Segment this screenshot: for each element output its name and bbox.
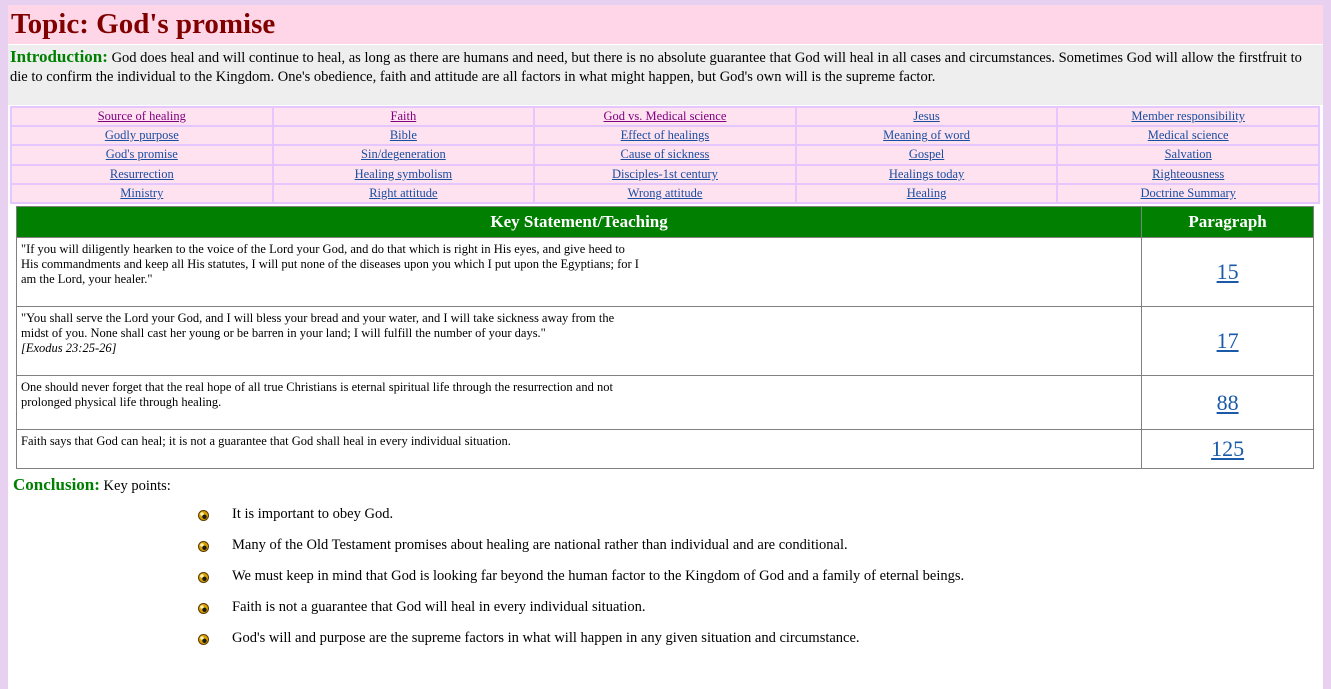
- nav-link-bible[interactable]: Bible: [389, 128, 417, 143]
- nav-link-doctrine-summary[interactable]: Doctrine Summary: [1140, 185, 1236, 200]
- nav-cell: [797, 185, 1057, 202]
- paragraph-link[interactable]: 125: [1211, 436, 1245, 461]
- key-point-text: God's will and purpose are the supreme factors in what will happen in any given situation and circumstance.: [232, 630, 860, 646]
- nav-link-meaning-of-word[interactable]: Meaning of word: [883, 128, 970, 143]
- nav-cell: [1058, 127, 1318, 144]
- nav-cell: [1058, 166, 1318, 183]
- nav-cell: [1058, 108, 1318, 125]
- paragraph-cell: [1142, 238, 1314, 307]
- nav-cell: [1058, 185, 1318, 202]
- nav-row: [12, 146, 1318, 163]
- nav-link-ministry[interactable]: Ministry: [120, 185, 164, 200]
- paragraph-link[interactable]: 17: [1216, 328, 1239, 353]
- nav-cell: [12, 146, 272, 163]
- nav-cell: [274, 108, 534, 125]
- bullet-icon: [198, 632, 209, 643]
- nav-cell: [535, 127, 795, 144]
- nav-link-member-responsibility[interactable]: Member responsibility: [1131, 109, 1245, 124]
- nav-row: [12, 185, 1318, 202]
- nav-cell: [274, 146, 534, 163]
- nav-cell: [797, 146, 1057, 163]
- statement-text-block: [21, 311, 641, 356]
- statement-cell: [17, 307, 1142, 376]
- nav-link-effect-of-healings[interactable]: Effect of healings: [620, 128, 710, 143]
- table-row: [17, 430, 1314, 469]
- paragraph-link[interactable]: 88: [1216, 389, 1239, 415]
- conclusion-heading: [13, 475, 171, 495]
- nav-link-healing-symbolism[interactable]: Healing symbolism: [354, 166, 453, 181]
- introduction-paragraph: [10, 47, 1305, 87]
- nav-cell: [274, 166, 534, 183]
- nav-link-salvation[interactable]: Salvation: [1164, 147, 1212, 162]
- nav-cell: [274, 127, 534, 144]
- table-header-row: [17, 207, 1314, 238]
- key-point-text: It is important to obey God.: [232, 506, 394, 522]
- nav-cell: [535, 108, 795, 125]
- nav-link-jesus[interactable]: Jesus: [913, 109, 940, 124]
- nav-row: [12, 127, 1318, 144]
- header-key-statement: Key Statement/Teaching: [17, 207, 1142, 238]
- nav-cell: [535, 185, 795, 202]
- statement-cell: [17, 238, 1142, 307]
- table-row: [17, 307, 1314, 376]
- paragraph-cell: [1142, 376, 1314, 430]
- nav-link-healings-today[interactable]: Healings today: [888, 166, 965, 181]
- nav-cell: [797, 166, 1057, 183]
- nav-link-gospel[interactable]: Gospel: [908, 147, 945, 162]
- nav-link-resurrection[interactable]: Resurrection: [109, 166, 174, 181]
- nav-link-sin-degeneration[interactable]: Sin/degeneration: [361, 147, 446, 162]
- key-statement-table: [16, 206, 1314, 469]
- paragraph-cell: [1142, 430, 1314, 469]
- conclusion-text: Key points:: [99, 478, 171, 494]
- nav-link-healing[interactable]: Healing: [906, 185, 947, 200]
- title-bar: [8, 5, 1323, 44]
- statement-text: "If you will diligently hearken to the voice of the Lord your God, and do that which is right in His eyes, and give heed to His commandments and keep all His statutes, I will put none of the diseases upon you which I put upon the Egyptians; for I am the Lord, your healer.": [21, 242, 639, 286]
- nav-cell: [535, 166, 795, 183]
- table-row: [17, 376, 1314, 430]
- nav-cell: [797, 108, 1057, 125]
- nav-link-righteousness[interactable]: Righteousness: [1152, 166, 1225, 181]
- nav-link-disciples-1st-century[interactable]: Disciples-1st century: [612, 166, 718, 181]
- bullet-icon: [198, 601, 209, 612]
- nav-cell: [274, 185, 534, 202]
- nav-cell: [1058, 146, 1318, 163]
- statement-cell: [17, 430, 1142, 469]
- nav-link-god-s-promise[interactable]: God's promise: [105, 147, 178, 162]
- introduction-label: Introduction:: [10, 47, 108, 66]
- nav-row: [12, 108, 1318, 125]
- nav-link-source-of-healing[interactable]: Source of healing: [97, 109, 186, 124]
- conclusion-label: Conclusion:: [13, 475, 100, 494]
- nav-row: [12, 166, 1318, 183]
- nav-link-faith[interactable]: Faith: [390, 109, 417, 124]
- key-point-text: Faith is not a guarantee that God will heal in every individual situation.: [232, 599, 646, 615]
- nav-cell: [12, 127, 272, 144]
- nav-link-godly-purpose[interactable]: Godly purpose: [104, 128, 179, 143]
- statement-cell: [17, 376, 1142, 430]
- introduction-text: God does heal and will continue to heal, as long as there are humans and need, but there is no absolute guarantee that God will heal in all cases and circumstances. Sometimes God will allow the firstfruit to die to confirm the individual to the Kingdom. One's obedience, faith and attitude are all factors in what might happen, but God's own will is the supreme factor.: [10, 50, 1302, 85]
- paragraph-link[interactable]: 15: [1216, 259, 1239, 284]
- nav-cell: [535, 146, 795, 163]
- page-title: Topic: God's promise: [11, 8, 276, 40]
- statement-text-block: [21, 242, 641, 287]
- scripture-reference: [Exodus 23:25-26]: [21, 341, 117, 355]
- statement-text: Faith says that God can heal; it is not a guarantee that God shall heal in every individual situation.: [21, 434, 511, 448]
- nav-link-cause-of-sickness[interactable]: Cause of sickness: [620, 147, 710, 162]
- header-paragraph: Paragraph: [1142, 207, 1314, 238]
- nav-link-right-attitude[interactable]: Right attitude: [369, 185, 438, 200]
- statement-text-block: [21, 380, 641, 410]
- nav-cell: [12, 108, 272, 125]
- key-point-text: Many of the Old Testament promises about healing are national rather than individual and are conditional.: [232, 537, 848, 553]
- nav-link-god-vs-medical-science[interactable]: God vs. Medical science: [603, 109, 727, 124]
- nav-link-wrong-attitude[interactable]: Wrong attitude: [627, 185, 703, 200]
- table-row: [17, 238, 1314, 307]
- nav-cell: [797, 127, 1057, 144]
- statement-text-block: [21, 434, 641, 449]
- bullet-icon: [198, 570, 209, 581]
- bullet-icon: [198, 508, 209, 519]
- page: [8, 5, 1323, 689]
- statement-text: "You shall serve the Lord your God, and I will bless your bread and your water, and I will take sickness away from the midst of you. None shall cast her young or be barren in your land; I will fulfill the number of your days.": [21, 311, 615, 340]
- bullet-icon: [198, 539, 209, 550]
- nav-cell: [12, 185, 272, 202]
- nav-cell: [12, 166, 272, 183]
- nav-link-medical-science[interactable]: Medical science: [1147, 128, 1229, 143]
- topic-navigation: [10, 106, 1320, 204]
- paragraph-cell: [1142, 307, 1314, 376]
- statement-text: One should never forget that the real hope of all true Christians is eternal spiritual life through the resurrection and not prolonged physical life through healing.: [21, 380, 613, 409]
- key-point-text: We must keep in mind that God is looking far beyond the human factor to the Kingdom of God and a family of eternal beings.: [232, 568, 965, 584]
- introduction-section: [8, 45, 1323, 105]
